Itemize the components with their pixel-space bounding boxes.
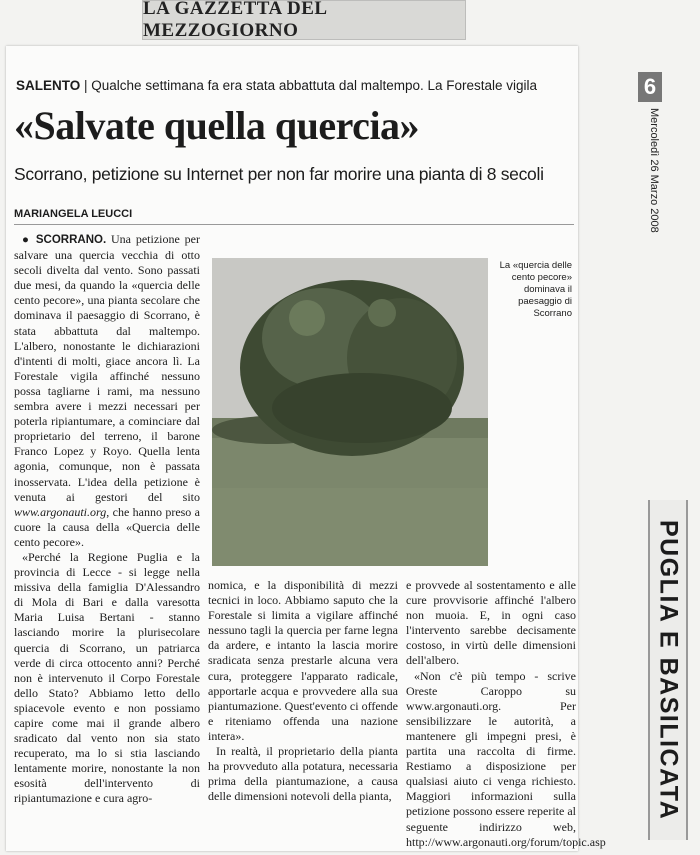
article-column-3 (406, 578, 606, 850)
article-column-1 (14, 232, 200, 807)
kicker: SALENTO | Qualche settimana fa era stata abbattuta dal maltempo. La Forestale vigila (16, 78, 538, 93)
subhead: Scorrano, petizione su Internet per non far morire una pianta di 8 secoli (14, 164, 544, 184)
paragraph-text: , che hanno preso a cuore la causa della «Quercia delle cento pecore». (14, 504, 200, 549)
paragraph: «Perché la Regione Puglia e la provincia di Lecce - si legge nella missiva della famiglia D'Alessandro di Mola di Bari e dalla varesotta Maria Luisa Bertani - stanno lasciando morire la plurisecolare quercia di Scorrano, un patriarca verde di circa ottocento anni? Perché non è intervenuto il Corpo Forestale dello Stato? Abbiamo letto dello spiacevole evento e non possiamo capire come mai il grande albero sradicato dal vento non sia stato recuperato, ma lo si stia lasciando lentamente morire, nonostante la non esosità dell'intervento di ripiantumazione e cura agro- (14, 549, 200, 806)
tree-photo-image (212, 258, 488, 566)
paragraph-text: Una petizione per salvare una quercia vecchia di otto secoli divelta dal vento. Sono passati due mesi, da quando la «quercia delle cento pecore», una pianta secolare che dominava il paesaggio di Scorrano, è stata abbattuta dal maltempo. L'albero, nonostante le dichiarazioni d'intenti di molti, giace ancora lì. La Forestale vigila affinché nessuno possa tagliarne i rami, ma nessuno sembra avere i mezzi necessari per poterla ripiantumare, a cominciare dal proprietario del terreno, il barone Franco Lopez y Royo. Quella lenta agonia, comunque, non è passata inosservata. L'idea della petizione è venuta ai gestori del sito (14, 232, 201, 504)
article-clipping (6, 46, 606, 851)
kicker-section: SALENTO (16, 78, 81, 93)
paragraph: nomica, e la disponibilità di mezzi tecnici in loco. Abbiamo saputo che la Forestale si limita a vigilare affinché nessuno tagli la quercia per farne legna da ardere, e intanto la lascia morire sradicata senza prestarle alcuna vera cura, proteggere l'apparato radicale, apportarle acqua e provvedere alla sua piantumazione. Quest'evento ci offende e riteniamo offenda una nazione intera». (208, 578, 398, 743)
divider (14, 224, 574, 225)
dateline: SCORRANO. (35, 234, 107, 246)
headline: «Salvate quella quercia» (14, 103, 420, 148)
site-link[interactable]: www.argonauti.org (14, 504, 107, 519)
paragraph: e provvede al sostentamento e alle cure provvisorie affinché l'albero non muoia. E, in ogni caso l'intervento sarebbe decisamente costoso, in virtù delle dimensioni dell'albero. (406, 578, 576, 668)
bleed-through-text (582, 60, 632, 840)
article-column-2 (208, 578, 398, 804)
paragraph (14, 232, 200, 550)
section-label: PUGLIA E BASILICATA (648, 500, 688, 840)
paragraph: «Non c'è più tempo - scrive Oreste Caroppo su www.argonauti.org. Per sensibilizzare le autorità, a mantenere gli impegni presi, è partita una raccolta di firme. Restiamo a disposizione per qualsiasi aiuto ci venga richiesto. Maggiori informazioni sulla petizione possono essere reperite al seguente indirizzo web, http://www.argonauti.org/forum/topic.asp (406, 668, 606, 849)
issue-date: Mercoledì 26 Marzo 2008 (648, 108, 660, 233)
page-number: 6 (638, 72, 662, 102)
byline: MARIANGELA LEUCCI (14, 208, 133, 220)
photo-caption: La «quercia delle cento pecore» dominava il paesaggio di Scorrano (499, 260, 572, 319)
dateline-icon: ● (22, 234, 36, 246)
masthead: LA GAZZETTA DEL MEZZOGIORNO (142, 0, 466, 40)
kicker-text: Qualche settimana fa era stata abbattuta dal maltempo. La Forestale vigila (91, 78, 538, 93)
tree-photo (212, 258, 488, 566)
paragraph: In realtà, il proprietario della pianta ha provveduto alla potatura, necessaria prima della piantumazione, a causa delle dimensioni notevoli della pianta, (208, 744, 398, 804)
